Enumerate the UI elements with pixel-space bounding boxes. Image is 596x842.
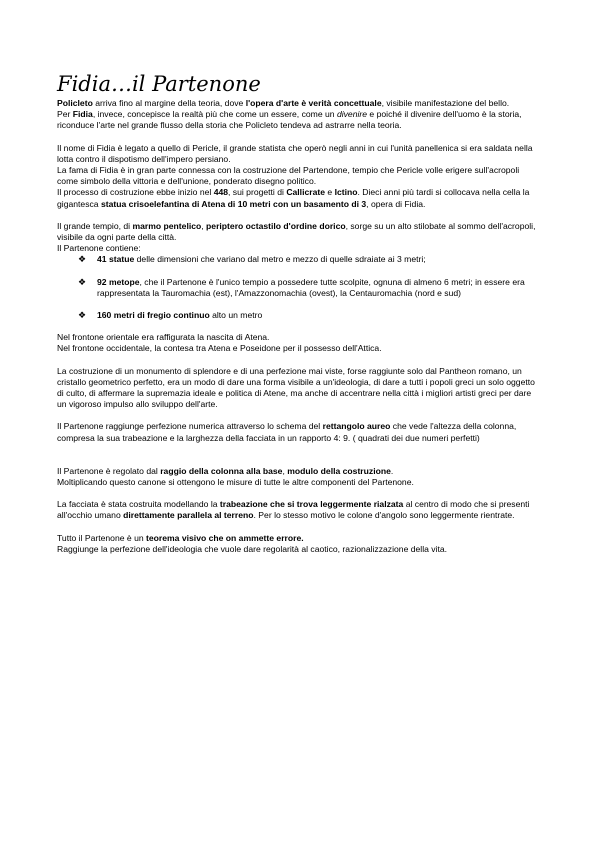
spacer <box>57 410 537 421</box>
paragraph-frontone-orientale: Nel frontone orientale era raffigurata la nascita di Atena. <box>57 332 270 343</box>
bold-text: Fidia <box>72 109 93 120</box>
bold-text: modulo della costruzione <box>287 465 391 476</box>
text-run: , <box>201 220 207 231</box>
list-item <box>57 310 537 321</box>
text-run: e poiché il divenire dell'uomo è la storia, riconduce l'arte nel grande flusso della storia che Policleto tendeva ad astrarre nella teoria. <box>57 109 522 131</box>
contents-list <box>57 254 537 321</box>
text-run: , invece, concepisce la realtà più che come un essere, come un <box>92 109 337 120</box>
text-run: , <box>282 465 288 476</box>
bold-text: Policleto <box>57 98 93 108</box>
paragraph-rettangolo-aureo <box>57 421 537 443</box>
bold-text: trabeazione che si trova leggermente rialzata <box>219 499 404 510</box>
paragraph-fama: La fama di Fidia è in gran parte connessa con la costruzione del Partendone, tempio che Pericle volle erigere sull'acropoli come simbolo della vittoria e dell'unione, ponderato disegno politico. <box>57 165 520 187</box>
text-run: alto un metro <box>209 310 263 321</box>
bold-text: rettangolo aureo <box>322 421 391 432</box>
text-run: . <box>390 465 394 476</box>
diamond-star-icon: ❖ <box>78 310 87 321</box>
bold-text: marmo pentelico <box>132 220 202 231</box>
text-run: La facciata è stata costruita modellando la <box>57 499 220 510</box>
paragraph-pericle: Il nome di Fidia è legato a quello di Pericle, il grande statista che operò negli anni in cui l'unità panellenica si era saldata nella lotta contro il dispotismo dell'impero persiano. <box>57 142 533 164</box>
paragraph-costruzione <box>57 187 537 209</box>
text-run: . Per lo stesso motivo le colone d'angolo sono leggermente rientrate. <box>253 510 515 521</box>
bold-text: 92 metope <box>97 276 140 287</box>
diamond-star-icon: ❖ <box>78 276 87 287</box>
bold-text: statua crisoelefantina di Atena di 10 metri con un basamento di 3 <box>100 198 367 209</box>
list-item <box>57 277 537 299</box>
paragraph-frontone-occidentale: Nel frontone occidentale, la contesa tra Atena e Poseidone per il possesso dell'Attica. <box>57 343 382 354</box>
text-run: al centro di modo che si presenti all'occhio umano <box>57 499 530 521</box>
paragraph-monumento: La costruzione di un monumento di splendore e di una perfezione mai viste, forse raggiunte solo dal Pantheon romano, un cristallo geometrico perfetto, era un modo di dare una forma visibile a un'ideologia, di dare a tutti i popoli greci un solo oggetto di culto, di affermare la supremazia ideale e politica di Atene, ma anche di accentrare nella città i migliori artisti greci per dare un vigoroso impulso allo sviluppo dell'arte. <box>57 365 535 410</box>
bold-text: l'opera d'arte è verità concettuale <box>245 98 382 108</box>
text-run: che vede l'altezza della colonna, compresa la sua trabeazione e la larghezza della facciata in un rapporto 4: 9. ( quadrati dei due numeri perfetti) <box>57 421 517 443</box>
diamond-star-icon: ❖ <box>78 254 87 265</box>
spacer <box>57 488 537 499</box>
paragraph-policleto <box>57 98 537 109</box>
text-run: , sui progetti di <box>228 187 287 198</box>
paragraph-fidia <box>57 109 537 131</box>
paragraph-regolato <box>57 466 537 477</box>
spacer <box>57 355 537 366</box>
paragraph-contiene: Il Partenone contiene: <box>57 243 141 254</box>
text-run: , che il Partenone è l'unico tempio a possedere tutte scolpite, ognuna di almeno 6 metri; in essere era rappresentata la Tauromachia (est), l'Amazzonomachia (ovest), la Centauromachia (nord e sud) <box>97 276 525 298</box>
bold-text: Ictino <box>334 187 358 198</box>
paragraph-teorema <box>57 533 537 544</box>
bold-text: direttamente parallela al terreno <box>123 510 254 521</box>
spacer <box>57 132 537 143</box>
text-run: Il grande tempio, di <box>57 220 133 231</box>
paragraph-canone: Moltiplicando questo canone si ottengono le misure di tutte le altre componenti del Partenone. <box>57 477 414 488</box>
text-run: Tutto il Partenone è un <box>57 532 147 543</box>
text-run: delle dimensioni che variano dal metro e mezzo di quelle sdraiate ai 3 metri; <box>134 254 426 265</box>
paragraph-ideologia: Raggiunge la perfezione dell'ideologia che vuole dare regolarità al caotico, razionalizzazione della vita. <box>57 543 448 554</box>
bold-text: Callicrate <box>286 187 326 198</box>
text-run: , visibile manifestazione del bello. <box>381 98 510 108</box>
spacer <box>57 522 537 533</box>
spacer <box>57 321 537 332</box>
paragraph-tempio <box>57 221 537 243</box>
text-run: Il Partenone raggiunge perfezione numerica attraverso lo schema del <box>57 421 323 432</box>
bold-text: 41 statue <box>97 254 135 265</box>
text-run: , sorge su un alto stilobate al sommo dell'acropoli, visibile da ogni parte della città. <box>57 220 536 243</box>
bold-text: 160 metri di fregio continuo <box>97 310 210 321</box>
bold-text: 448 <box>213 187 229 198</box>
text-run: Il processo di costruzione ebbe inizio nel <box>57 187 214 198</box>
page-title: Fidia…il Partenone <box>57 72 261 96</box>
text-run: , opera di Fidia. <box>366 198 426 209</box>
bold-text: periptero octastilo d'ordine dorico <box>206 220 346 231</box>
document-page <box>57 72 537 555</box>
list-item <box>57 254 537 265</box>
text-run: . Dieci anni più tardi si collocava nella cella la gigantesca <box>57 187 530 209</box>
text-run: arriva fino al margine della teoria, dove <box>92 98 246 108</box>
text-run: e <box>325 187 335 198</box>
bold-text: teorema visivo che on ammette errore. <box>146 532 304 543</box>
bold-text: raggio della colonna alla base <box>160 465 283 476</box>
spacer <box>57 444 537 466</box>
italic-text: divenire <box>336 109 368 120</box>
text-run: Per <box>57 109 73 120</box>
spacer <box>57 210 537 221</box>
text-run: Il Partenone è regolato dal <box>57 465 161 476</box>
paragraph-facciata <box>57 499 537 521</box>
